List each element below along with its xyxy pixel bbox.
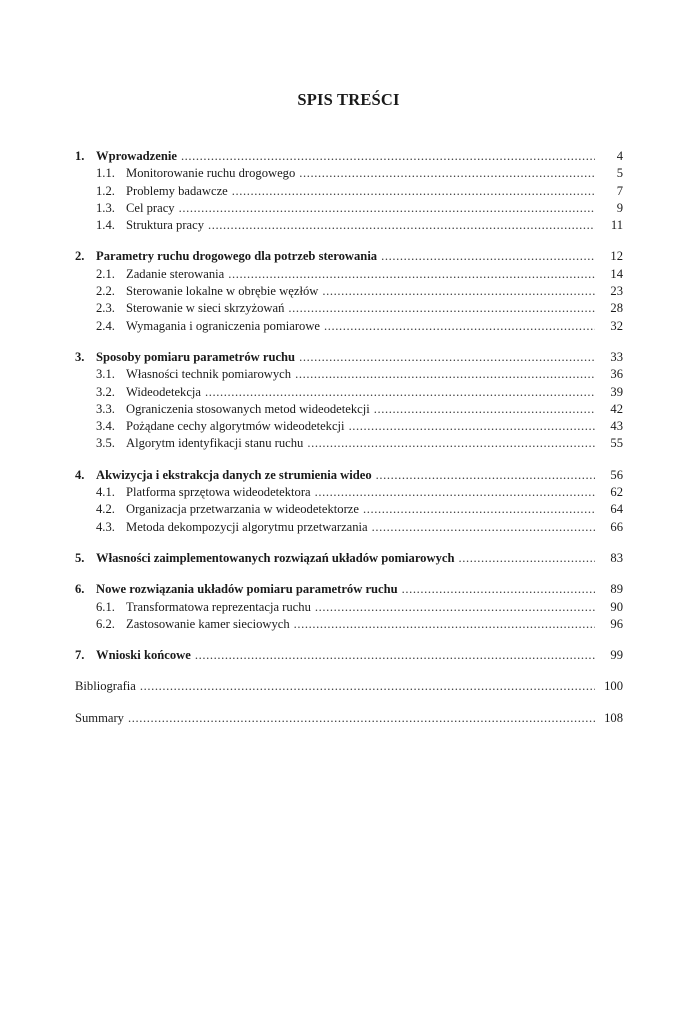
toc-entry-chapter-2[interactable] [75,248,623,265]
dot-leader [381,248,595,265]
dot-leader [205,384,595,401]
toc-page-number: 99 [610,648,623,663]
toc-entry-3-3[interactable] [75,401,623,418]
dot-leader [349,418,595,435]
section-spacer [75,633,623,647]
dot-leader [299,349,595,366]
dot-leader [232,183,595,200]
dot-leader [208,217,595,234]
toc-page-number: 55 [610,436,623,451]
dot-leader [179,200,595,217]
toc-entry-chapter-5[interactable] [75,550,623,567]
toc-label: Własności zaimplementowanych rozwiązań układów pomiarowych [96,550,455,565]
toc-entry-6-1[interactable] [75,599,623,616]
section-spacer [75,234,623,248]
dot-leader [458,550,595,567]
toc-label: Nowe rozwiązania układów pomiaru parametrów ruchu [96,582,398,597]
toc-entry-4-2[interactable] [75,501,623,518]
toc-entry-4-1[interactable] [75,484,623,501]
toc-entry-2-4[interactable] [75,318,623,335]
toc-page-number: 96 [610,616,623,631]
toc-entry-3-1[interactable] [75,366,623,383]
toc-label: Wideodetekcja [126,384,202,399]
toc-number: 3. [75,349,85,364]
toc-label: Bibliografia [75,679,136,694]
toc-page-number: 62 [610,485,623,500]
toc-number: 2.3. [96,301,115,316]
toc-number: 1.2. [96,183,115,198]
toc-page-number: 43 [610,419,623,434]
dot-leader [228,266,595,283]
toc-label: Wymagania i ograniczenia pomiarowe [126,318,321,333]
toc-entry-3-2[interactable] [75,384,623,401]
toc-label: Organizacja przetwarzania w wideodetektorze [126,502,359,517]
toc-number: 6. [75,582,85,597]
section-spacer [75,335,623,349]
toc-number: 6.2. [96,616,115,631]
toc-entry-6-2[interactable] [75,616,623,633]
section-spacer [75,453,623,467]
toc-page-number: 4 [616,149,623,163]
toc-page-number: 100 [604,679,623,694]
toc-label: Wnioski końcowe [96,648,191,663]
dot-leader [402,581,595,598]
toc-entry-1-4[interactable] [75,217,623,234]
toc-page-number: 5 [616,166,623,181]
toc-label: Monitorowanie ruchu drogowego [126,166,296,181]
toc-page-number: 108 [604,710,623,725]
section-spacer [75,664,623,678]
toc-label: Metoda dekompozycji algorytmu przetwarzania [126,519,368,534]
toc-label: Zadanie sterowania [126,266,225,281]
toc-number: 6.1. [96,599,115,614]
dot-leader [195,647,595,664]
toc-number: 7. [75,648,85,663]
toc-number: 4.2. [96,502,115,517]
toc-entry-4-3[interactable] [75,519,623,536]
toc-page-number: 90 [610,599,623,614]
toc-number: 4. [75,467,85,482]
toc-entry-summary[interactable] [75,710,623,727]
toc-label: Sposoby pomiaru parametrów ruchu [96,349,296,364]
toc-entry-1-2[interactable] [75,183,623,200]
dot-leader [295,366,595,383]
toc-label: Akwizycja i ekstrakcja danych ze strumienia wideo [96,467,372,482]
toc-number: 2. [75,249,85,264]
page-title: SPIS TREŚCI [297,90,400,109]
toc-page-number: 9 [616,200,623,215]
toc-number: 3.4. [96,419,115,434]
toc-label: Cel pracy [126,200,175,215]
toc-label: Struktura pracy [126,218,204,233]
toc-page-number: 83 [610,550,623,565]
dot-leader [374,401,595,418]
toc-page-number: 28 [610,301,623,316]
dot-leader [324,318,595,335]
dot-leader [128,710,595,727]
toc-page-number: 89 [610,582,623,597]
toc-number: 4.1. [96,485,115,500]
dot-leader [372,519,595,536]
toc-label: Własności technik pomiarowych [126,367,292,382]
toc-label: Algorytm identyfikacji stanu ruchu [126,436,304,451]
toc-entry-1-3[interactable] [75,200,623,217]
toc-page-number: 39 [610,384,623,399]
toc-label: Sterowanie lokalne w obrębie węzłów [126,284,319,299]
toc-entry-bibliography[interactable] [75,678,623,695]
toc-page-number: 66 [610,519,623,534]
toc-page-number: 56 [610,467,623,482]
toc-label: Transformatowa reprezentacja ruchu [126,599,311,614]
toc-number: 3.2. [96,384,115,399]
toc-number: 5. [75,550,85,565]
toc-number: 3.5. [96,436,115,451]
toc-entry-2-3[interactable] [75,300,623,317]
toc-label: Problemy badawcze [126,183,228,198]
toc-entry-chapter-7[interactable] [75,647,623,664]
dot-leader [294,616,595,633]
toc-label: Zastosowanie kamer sieciowych [126,616,290,631]
toc-page-number: 7 [616,183,623,198]
toc-page-number: 14 [610,266,623,281]
toc-page-number: 36 [610,367,623,382]
dot-leader [315,484,595,501]
table-of-contents [75,148,623,727]
toc-entry-3-4[interactable] [75,418,623,435]
toc-page-number: 42 [610,401,623,416]
toc-number: 4.3. [96,519,115,534]
toc-entry-chapter-6[interactable] [75,581,623,598]
toc-number: 2.1. [96,266,115,281]
dot-leader [363,501,595,518]
toc-number: 3.3. [96,401,115,416]
toc-number: 1. [75,149,85,163]
toc-page-number: 11 [610,218,623,233]
toc-entry-chapter-3[interactable] [75,349,623,366]
toc-entry-1-1[interactable] [75,165,623,182]
toc-label: Platforma sprzętowa wideodetektora [126,485,311,500]
toc-entry-chapter-4[interactable] [75,467,623,484]
dot-leader [315,599,595,616]
toc-number: 1.1. [96,166,115,181]
dot-leader [140,678,595,695]
toc-label: Summary [75,710,124,725]
toc-entry-3-5[interactable] [75,435,623,452]
toc-number: 1.4. [96,218,115,233]
toc-label: Pożądane cechy algorytmów wideodetekcji [126,419,345,434]
toc-number: 1.3. [96,200,115,215]
section-spacer [75,536,623,550]
toc-page-number: 64 [610,502,623,517]
toc-number: 2.4. [96,318,115,333]
toc-page-number: 23 [610,284,623,299]
toc-label: Sterowanie w sieci skrzyżowań [126,301,285,316]
toc-label: Parametry ruchu drogowego dla potrzeb sterowania [96,249,378,264]
toc-number: 3.1. [96,367,115,382]
toc-number: 2.2. [96,284,115,299]
toc-entry-2-1[interactable] [75,266,623,283]
toc-page-number: 12 [610,249,623,264]
dot-leader [288,300,595,317]
toc-label: Wprowadzenie [96,149,177,163]
dot-leader [307,435,595,452]
toc-label: Ograniczenia stosowanych metod wideodetekcji [126,401,370,416]
toc-page-number: 32 [610,318,623,333]
toc-entry-2-2[interactable] [75,283,623,300]
dot-leader [299,165,595,182]
dot-leader [322,283,595,300]
section-spacer [75,696,623,710]
toc-page-number: 33 [610,349,623,364]
dot-leader [181,148,595,165]
toc-entry-chapter-1[interactable] [75,148,623,165]
dot-leader [376,467,595,484]
section-spacer [75,567,623,581]
